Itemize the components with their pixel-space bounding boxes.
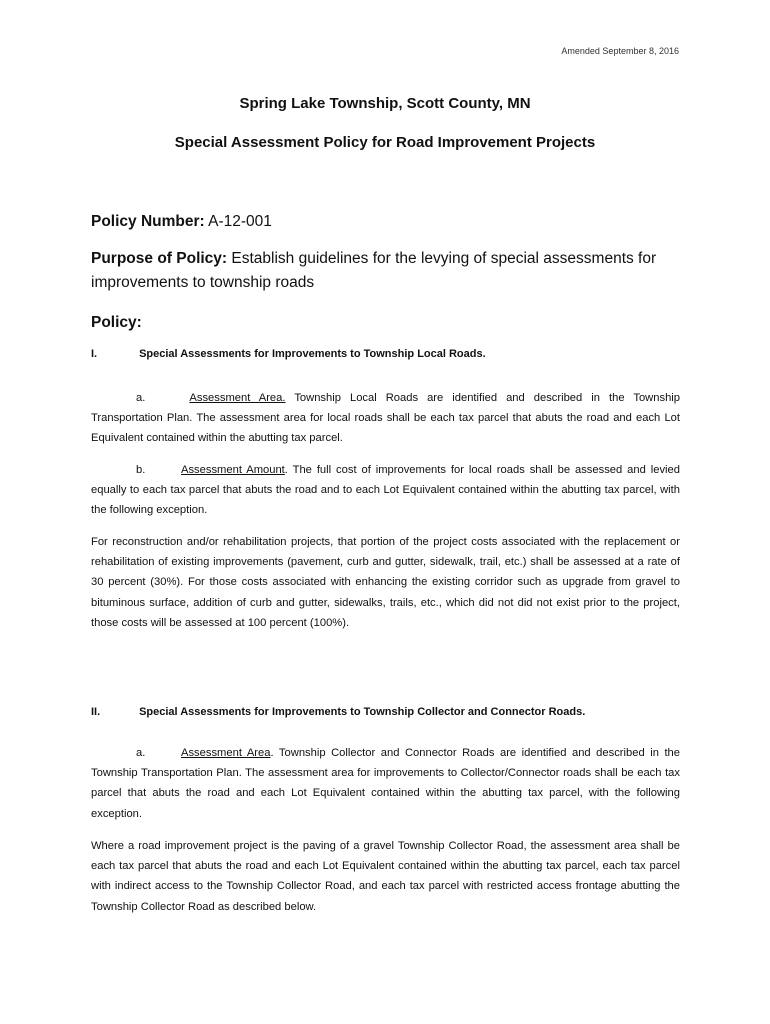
section-2-item-a-letter: a.: [136, 747, 146, 759]
section-1-item-a-text: Township Local Roads are identified and described in the Township Transportation Plan. The assessment area for local roads shall be each tax parcel that abuts the road and each Lot Equivalent contained within the abutting tax parcel.: [91, 392, 680, 445]
policy-number: [91, 210, 681, 234]
section-2-item-a-heading: Assessment Area: [181, 747, 271, 759]
purpose-label: Purpose of Policy:: [91, 250, 228, 267]
section-2-item-a-text: . Township Collector and Connector Roads are identified and described in the Township Transportation Plan. The assessment area for improvements to Collector/Connector roads shall be each tax parcel that abuts the road and each Lot Equivalent contained within the abutting tax parcel, with the following exception.: [91, 747, 680, 820]
section-1-item-a: [91, 388, 680, 449]
document-title: Spring Lake Township, Scott County, MN: [239, 95, 531, 112]
section-2-title: Special Assessments for Improvements to Township Collector and Connector Roads.: [139, 706, 586, 718]
amended-date: Amended September 8, 2016: [561, 46, 679, 56]
document-subtitle: Special Assessment Policy for Road Improvement Projects: [174, 134, 596, 151]
section-1-paragraph: For reconstruction and/or rehabilitation projects, that portion of the project costs associated with the replacement or rehabilitation of existing improvements (pavement, curb and gutter, sidewalk, trail, etc.) shall be assessed at a rate of 30 percent (30%). For those costs associated with enhancing the existing corridor such as upgrade from gravel to bituminous surface, addition of curb and gutter, sidewalks, trails, etc., which did not did not exist prior to the project, those costs will be assessed at 100 percent (100%).: [91, 536, 680, 629]
purpose-text: Establish guidelines for the levying of special assessments for improvements to township roads: [91, 250, 657, 291]
section-1-heading: [91, 348, 681, 360]
policy-number-label: Policy Number:: [91, 213, 205, 230]
section-2-heading: [91, 706, 681, 718]
section-2-item-a: [91, 743, 680, 824]
section-1-item-a-letter: a.: [136, 392, 146, 404]
section-2-paragraph: Where a road improvement project is the paving of a gravel Township Collector Road, the assessment area shall be each tax parcel that abuts the road and each Lot Equivalent contained within the abutting tax parcel, each tax parcel with indirect access to the Township Collector Road, and each tax parcel with restricted access frontage abutting the Township Collector Road as described below.: [91, 840, 680, 913]
section-1-item-b: [91, 460, 680, 521]
policy-heading: Policy:: [91, 314, 142, 331]
section-1-item-b-text: . The full cost of improvements for local roads shall be assessed and levied equally to each tax parcel that abuts the road and to each Lot Equivalent contained within the abutting tax parcel, with the following exception.: [91, 464, 680, 517]
section-2-number: II.: [91, 706, 101, 718]
policy-number-value: A-12-001: [208, 213, 272, 230]
section-1-item-a-heading: Assessment Area.: [189, 392, 286, 404]
section-1-number: I.: [91, 348, 98, 360]
purpose-of-policy: [91, 247, 681, 295]
section-1-item-b-heading: Assessment Amount: [181, 464, 285, 476]
section-1-title: Special Assessments for Improvements to Township Local Roads.: [139, 348, 486, 360]
section-1-item-b-letter: b.: [136, 464, 146, 476]
